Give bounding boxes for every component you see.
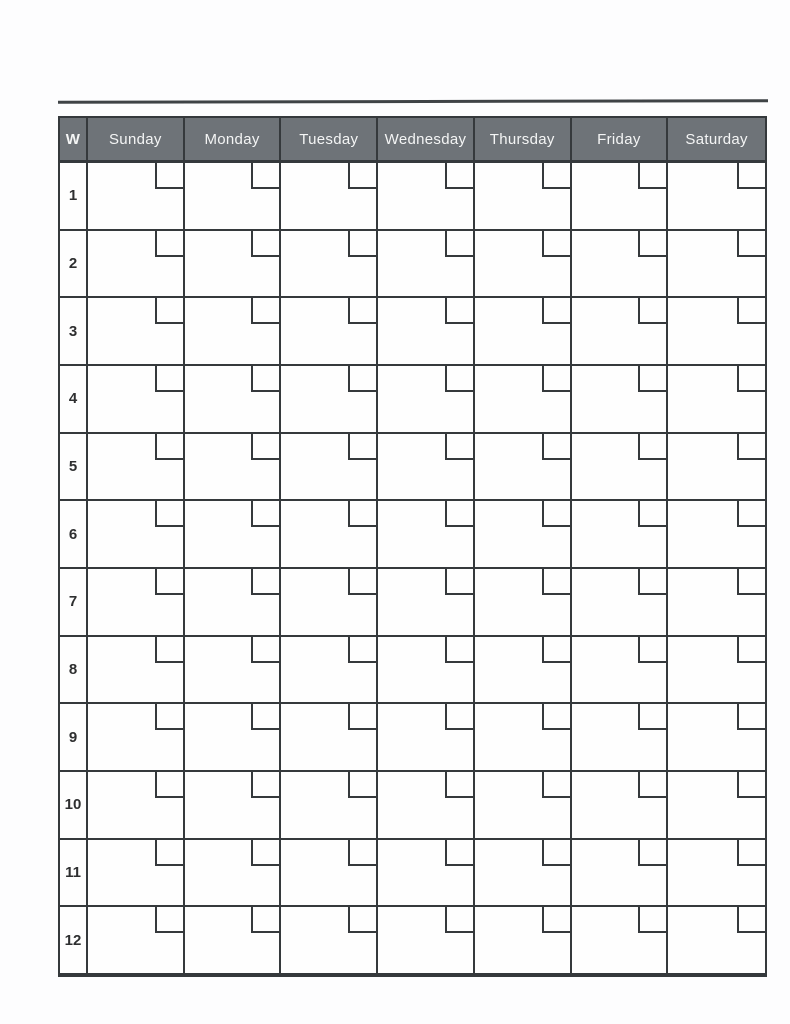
- date-box: [737, 840, 765, 866]
- day-cell-week12-thursday[interactable]: [475, 907, 572, 975]
- day-cell-week6-tuesday[interactable]: [281, 501, 378, 569]
- date-box: [737, 772, 765, 798]
- day-cell-week4-saturday[interactable]: [668, 366, 765, 434]
- day-cell-week2-sunday[interactable]: [88, 231, 185, 299]
- date-box: [542, 434, 570, 460]
- week-number-10: 10: [60, 772, 88, 840]
- day-cell-week4-thursday[interactable]: [475, 366, 572, 434]
- day-cell-week9-thursday[interactable]: [475, 704, 572, 772]
- week-number-12: 12: [60, 907, 88, 975]
- date-box: [542, 501, 570, 527]
- date-box: [348, 366, 376, 392]
- date-box: [251, 704, 279, 730]
- day-cell-week12-tuesday[interactable]: [281, 907, 378, 975]
- date-box: [155, 840, 183, 866]
- date-box: [445, 434, 473, 460]
- day-cell-week12-monday[interactable]: [185, 907, 282, 975]
- date-box: [542, 163, 570, 189]
- date-box: [737, 231, 765, 257]
- day-cell-week3-friday[interactable]: [572, 298, 669, 366]
- day-cell-week5-tuesday[interactable]: [281, 434, 378, 502]
- day-cell-week3-thursday[interactable]: [475, 298, 572, 366]
- day-cell-week9-friday[interactable]: [572, 704, 669, 772]
- date-box: [348, 231, 376, 257]
- day-header-thursday: Thursday: [475, 118, 572, 163]
- day-cell-week10-friday[interactable]: [572, 772, 669, 840]
- date-box: [638, 637, 666, 663]
- date-box: [155, 231, 183, 257]
- date-box: [542, 366, 570, 392]
- date-box: [445, 501, 473, 527]
- date-box: [737, 298, 765, 324]
- date-box: [445, 298, 473, 324]
- day-cell-week12-saturday[interactable]: [668, 907, 765, 975]
- day-header-monday: Monday: [185, 118, 282, 163]
- date-box: [251, 366, 279, 392]
- day-cell-week9-tuesday[interactable]: [281, 704, 378, 772]
- day-cell-week8-wednesday[interactable]: [378, 637, 475, 705]
- date-box: [737, 501, 765, 527]
- date-box: [542, 637, 570, 663]
- day-cell-week1-tuesday[interactable]: [281, 163, 378, 231]
- day-cell-week7-saturday[interactable]: [668, 569, 765, 637]
- day-cell-week11-tuesday[interactable]: [281, 840, 378, 908]
- date-box: [638, 163, 666, 189]
- date-box: [348, 840, 376, 866]
- date-box: [251, 298, 279, 324]
- day-cell-week12-sunday[interactable]: [88, 907, 185, 975]
- week-column-header: W: [60, 118, 88, 163]
- day-cell-week11-monday[interactable]: [185, 840, 282, 908]
- day-cell-week9-sunday[interactable]: [88, 704, 185, 772]
- date-box: [638, 231, 666, 257]
- date-box: [445, 637, 473, 663]
- date-box: [251, 840, 279, 866]
- week-number-1: 1: [60, 163, 88, 231]
- day-cell-week5-thursday[interactable]: [475, 434, 572, 502]
- day-cell-week9-saturday[interactable]: [668, 704, 765, 772]
- day-cell-week3-monday[interactable]: [185, 298, 282, 366]
- day-cell-week11-saturday[interactable]: [668, 840, 765, 908]
- date-box: [251, 569, 279, 595]
- day-cell-week12-friday[interactable]: [572, 907, 669, 975]
- date-box: [542, 569, 570, 595]
- day-cell-week7-friday[interactable]: [572, 569, 669, 637]
- date-box: [251, 434, 279, 460]
- day-cell-week8-tuesday[interactable]: [281, 637, 378, 705]
- day-cell-week11-sunday[interactable]: [88, 840, 185, 908]
- date-box: [348, 637, 376, 663]
- date-box: [542, 772, 570, 798]
- day-cell-week3-saturday[interactable]: [668, 298, 765, 366]
- day-cell-week7-thursday[interactable]: [475, 569, 572, 637]
- day-cell-week8-thursday[interactable]: [475, 637, 572, 705]
- day-cell-week8-monday[interactable]: [185, 637, 282, 705]
- date-box: [542, 907, 570, 933]
- date-box: [638, 772, 666, 798]
- week-number-3: 3: [60, 298, 88, 366]
- date-box: [155, 298, 183, 324]
- day-cell-week12-wednesday[interactable]: [378, 907, 475, 975]
- date-box: [638, 434, 666, 460]
- day-cell-week2-tuesday[interactable]: [281, 231, 378, 299]
- date-box: [155, 569, 183, 595]
- day-cell-week4-sunday[interactable]: [88, 366, 185, 434]
- day-cell-week4-wednesday[interactable]: [378, 366, 475, 434]
- week-number-11: 11: [60, 840, 88, 908]
- week-number-5: 5: [60, 434, 88, 502]
- day-cell-week11-wednesday[interactable]: [378, 840, 475, 908]
- day-cell-week1-wednesday[interactable]: [378, 163, 475, 231]
- date-box: [445, 907, 473, 933]
- date-box: [638, 704, 666, 730]
- day-cell-week7-sunday[interactable]: [88, 569, 185, 637]
- day-cell-week3-tuesday[interactable]: [281, 298, 378, 366]
- day-cell-week2-friday[interactable]: [572, 231, 669, 299]
- date-box: [542, 840, 570, 866]
- date-box: [155, 163, 183, 189]
- date-box: [348, 704, 376, 730]
- date-box: [348, 434, 376, 460]
- date-box: [348, 569, 376, 595]
- date-box: [251, 637, 279, 663]
- date-box: [638, 569, 666, 595]
- week-number-8: 8: [60, 637, 88, 705]
- date-box: [251, 231, 279, 257]
- date-box: [445, 840, 473, 866]
- day-cell-week2-monday[interactable]: [185, 231, 282, 299]
- day-cell-week5-wednesday[interactable]: [378, 434, 475, 502]
- day-cell-week8-friday[interactable]: [572, 637, 669, 705]
- day-cell-week10-monday[interactable]: [185, 772, 282, 840]
- day-cell-week10-wednesday[interactable]: [378, 772, 475, 840]
- day-cell-week5-saturday[interactable]: [668, 434, 765, 502]
- date-box: [638, 366, 666, 392]
- date-box: [155, 366, 183, 392]
- day-cell-week10-tuesday[interactable]: [281, 772, 378, 840]
- day-cell-week2-thursday[interactable]: [475, 231, 572, 299]
- day-cell-week8-saturday[interactable]: [668, 637, 765, 705]
- date-box: [737, 704, 765, 730]
- date-box: [155, 501, 183, 527]
- day-cell-week1-saturday[interactable]: [668, 163, 765, 231]
- day-header-saturday: Saturday: [668, 118, 765, 163]
- date-box: [251, 772, 279, 798]
- date-box: [638, 298, 666, 324]
- day-cell-week1-sunday[interactable]: [88, 163, 185, 231]
- date-box: [155, 772, 183, 798]
- date-box: [445, 704, 473, 730]
- calendar-grid: [58, 116, 767, 977]
- date-box: [737, 434, 765, 460]
- top-rule: [58, 99, 768, 103]
- day-cell-week7-tuesday[interactable]: [281, 569, 378, 637]
- date-box: [445, 231, 473, 257]
- day-cell-week6-friday[interactable]: [572, 501, 669, 569]
- date-box: [348, 298, 376, 324]
- date-box: [348, 907, 376, 933]
- date-box: [737, 569, 765, 595]
- date-box: [348, 501, 376, 527]
- day-cell-week10-saturday[interactable]: [668, 772, 765, 840]
- day-cell-week5-friday[interactable]: [572, 434, 669, 502]
- date-box: [155, 704, 183, 730]
- day-header-wednesday: Wednesday: [378, 118, 475, 163]
- date-box: [542, 231, 570, 257]
- date-box: [445, 366, 473, 392]
- day-cell-week6-wednesday[interactable]: [378, 501, 475, 569]
- day-cell-week6-thursday[interactable]: [475, 501, 572, 569]
- day-cell-week8-sunday[interactable]: [88, 637, 185, 705]
- day-cell-week6-sunday[interactable]: [88, 501, 185, 569]
- day-cell-week9-wednesday[interactable]: [378, 704, 475, 772]
- day-cell-week10-thursday[interactable]: [475, 772, 572, 840]
- date-box: [251, 501, 279, 527]
- day-cell-week5-sunday[interactable]: [88, 434, 185, 502]
- day-cell-week10-sunday[interactable]: [88, 772, 185, 840]
- date-box: [737, 366, 765, 392]
- day-cell-week4-friday[interactable]: [572, 366, 669, 434]
- day-cell-week1-friday[interactable]: [572, 163, 669, 231]
- date-box: [542, 704, 570, 730]
- day-header-tuesday: Tuesday: [281, 118, 378, 163]
- date-box: [737, 163, 765, 189]
- day-cell-week11-friday[interactable]: [572, 840, 669, 908]
- day-cell-week3-wednesday[interactable]: [378, 298, 475, 366]
- day-cell-week2-wednesday[interactable]: [378, 231, 475, 299]
- day-cell-week4-tuesday[interactable]: [281, 366, 378, 434]
- day-header-sunday: Sunday: [88, 118, 185, 163]
- day-cell-week6-monday[interactable]: [185, 501, 282, 569]
- week-number-4: 4: [60, 366, 88, 434]
- date-box: [348, 772, 376, 798]
- week-number-2: 2: [60, 231, 88, 299]
- date-box: [348, 163, 376, 189]
- week-number-6: 6: [60, 501, 88, 569]
- date-box: [445, 569, 473, 595]
- date-box: [155, 907, 183, 933]
- date-box: [445, 163, 473, 189]
- date-box: [445, 772, 473, 798]
- date-box: [155, 434, 183, 460]
- week-number-7: 7: [60, 569, 88, 637]
- date-box: [638, 907, 666, 933]
- week-number-9: 9: [60, 704, 88, 772]
- day-cell-week6-saturday[interactable]: [668, 501, 765, 569]
- day-cell-week1-monday[interactable]: [185, 163, 282, 231]
- day-cell-week3-sunday[interactable]: [88, 298, 185, 366]
- date-box: [251, 907, 279, 933]
- day-cell-week7-wednesday[interactable]: [378, 569, 475, 637]
- date-box: [737, 907, 765, 933]
- day-cell-week11-thursday[interactable]: [475, 840, 572, 908]
- day-cell-week7-monday[interactable]: [185, 569, 282, 637]
- date-box: [638, 501, 666, 527]
- date-box: [155, 637, 183, 663]
- date-box: [542, 298, 570, 324]
- day-cell-week5-monday[interactable]: [185, 434, 282, 502]
- date-box: [638, 840, 666, 866]
- day-cell-week1-thursday[interactable]: [475, 163, 572, 231]
- day-cell-week2-saturday[interactable]: [668, 231, 765, 299]
- date-box: [737, 637, 765, 663]
- date-box: [251, 163, 279, 189]
- day-cell-week4-monday[interactable]: [185, 366, 282, 434]
- day-cell-week9-monday[interactable]: [185, 704, 282, 772]
- day-header-friday: Friday: [572, 118, 669, 163]
